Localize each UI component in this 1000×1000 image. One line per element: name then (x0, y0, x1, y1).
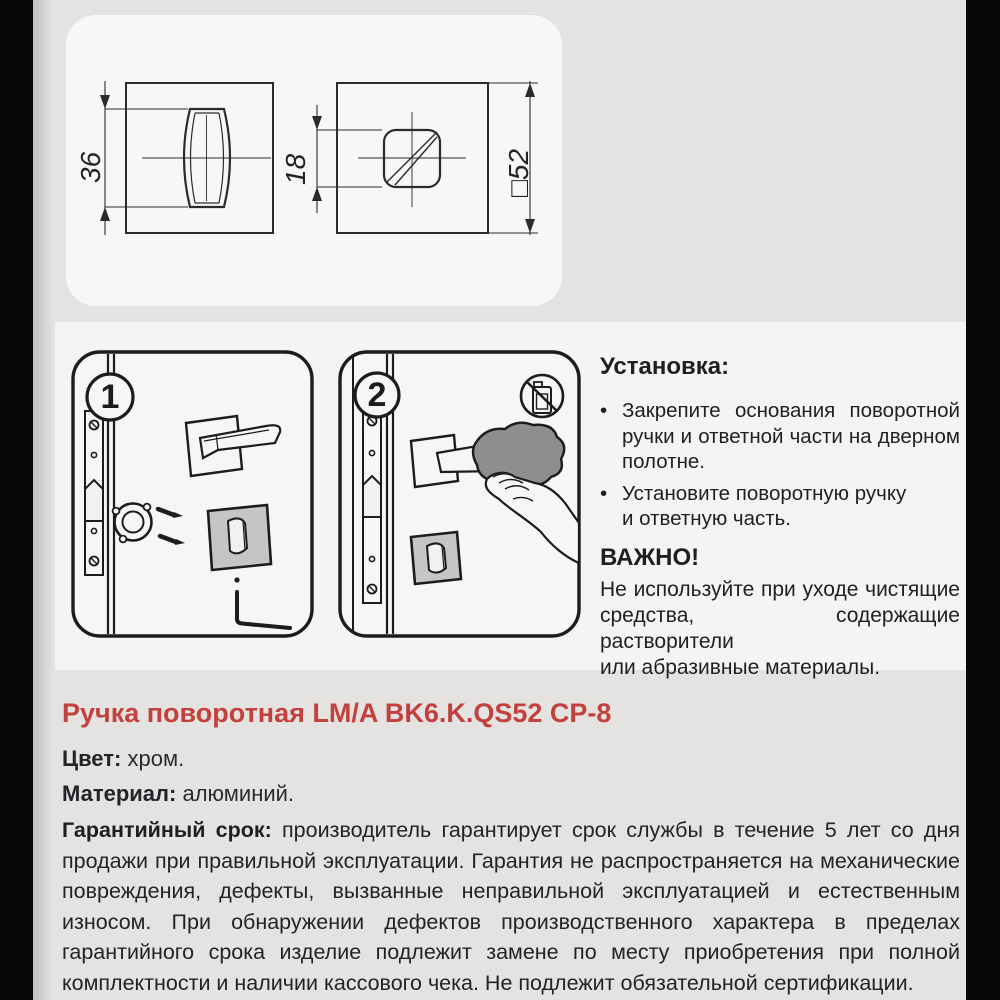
bullet-marker: • (600, 481, 608, 505)
installation-text-column (600, 352, 960, 681)
dimension-label-52: □52 (503, 148, 534, 197)
drawing-oval-knob (100, 81, 273, 235)
product-title: Ручка поворотная LM/A BK6.K.QS52 CP-8 (62, 698, 612, 728)
letterbox-right (966, 0, 1000, 1000)
dimension-label-36: 36 (75, 151, 106, 183)
bullet-1-line: полотне. (622, 450, 706, 473)
leaflet-page (33, 0, 966, 1000)
bullet-2-line: и ответную часть. (622, 507, 791, 530)
warranty-paragraph (62, 815, 960, 998)
important-heading: ВАЖНО! (600, 543, 700, 571)
step-1-number: 1 (100, 378, 120, 416)
step-1-illustration (70, 349, 315, 639)
important-line: или абразивные материалы. (600, 655, 881, 679)
step-2-number: 2 (367, 376, 387, 414)
dimension-label-18: 18 (280, 153, 311, 185)
spec-material-label: Материал: (62, 781, 177, 806)
spec-material (62, 781, 942, 807)
warranty-line: повреждения, дефекты, вызванные неправильной эксплуатацией и естественным (62, 879, 960, 903)
install-bullet-2 (600, 481, 960, 532)
dimension-drawing (66, 15, 562, 306)
no-solvent-icon (521, 375, 563, 417)
warranty-line-1-rest: производитель гарантирует срок службы в течение 5 лет со дня (271, 818, 960, 842)
warranty-line: продажи при правильной эксплуатации. Гарантия не распространяется на механические (62, 848, 960, 873)
bullet-2-line: Установите поворотную ручку (622, 481, 907, 505)
warranty-line (62, 815, 960, 846)
installation-section (55, 322, 966, 679)
spec-color (62, 746, 942, 772)
important-line: средства, содержащие растворители (600, 603, 960, 653)
step-2-illustration (337, 349, 582, 639)
important-text (600, 577, 960, 681)
letterbox-left (0, 0, 33, 1000)
spec-color-label: Цвет: (62, 746, 122, 771)
spec-color-value: хром. (121, 746, 185, 771)
bullet-1-line: ручки и ответной части на дверном (622, 424, 960, 448)
spec-material-value: алюминий. (176, 781, 295, 806)
important-line: Не используйте при уходе чистящие (600, 577, 960, 601)
warranty-label: Гарантийный срок: (62, 818, 272, 842)
installation-step-2-panel (337, 349, 582, 639)
warranty-line: гарантийного срока изделие подлежит замене по месту приобретения при полной (62, 940, 960, 964)
technical-drawings-card (66, 15, 562, 306)
install-heading: Установка: (600, 353, 730, 380)
bullet-1-line: Закрепите основания поворотной (622, 399, 960, 422)
thumbturn-rosette (411, 532, 461, 584)
warranty-line: комплектности и наличии кассового чека. Не подлежит обязательной сертификации. (62, 970, 914, 995)
warranty-line: износом. При обнаружении дефектов производственного характера в пределах (62, 909, 960, 934)
bullet-marker: • (600, 399, 608, 422)
thumbturn-rosette (208, 505, 271, 570)
installation-step-1-panel (70, 349, 315, 639)
install-bullet-1 (600, 398, 960, 475)
